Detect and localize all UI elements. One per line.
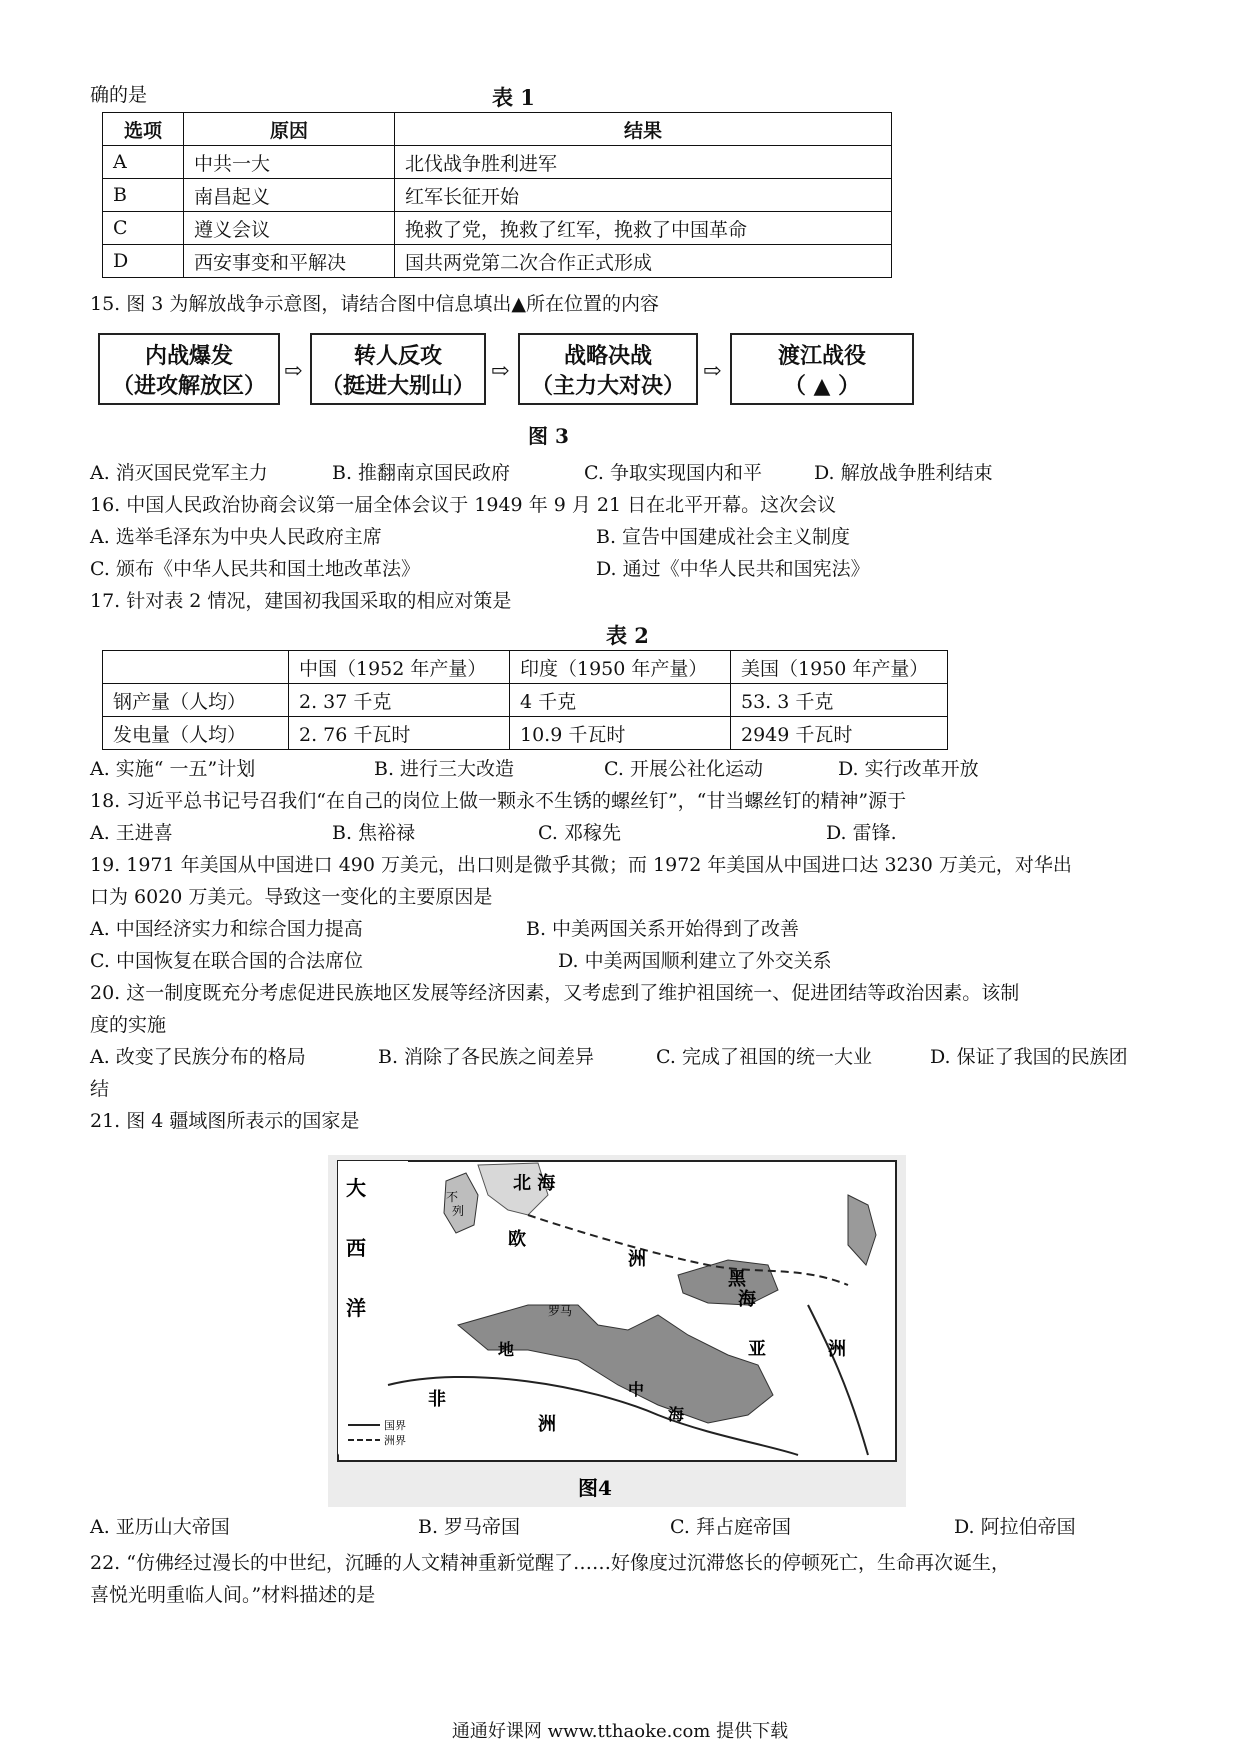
- label-africa-2: 洲: [538, 1414, 556, 1435]
- flow-box-decisive-battles: [518, 333, 698, 405]
- table-header-cell: 美国（1950 年产量）: [731, 651, 948, 684]
- q22-stem-line1: 22. “仿佛经过漫长的中世纪，沉睡的人文精神重新觉醒了……好像度过沉滞悠长的停顿死亡，生命再次诞生，: [90, 1552, 1010, 1574]
- table1-title: 表 1: [492, 85, 535, 110]
- label-atlantic-3: 洋: [346, 1296, 366, 1320]
- flow-box-sub: （进攻解放区）: [111, 373, 266, 399]
- label-black-sea-2: 海: [738, 1289, 756, 1310]
- q17-option-c[interactable]: C. 开展公社化运动: [604, 758, 763, 780]
- arrow-icon: ⇨: [491, 359, 510, 384]
- q21-option-d[interactable]: D. 阿拉伯帝国: [954, 1516, 1076, 1538]
- q20-option-b[interactable]: B. 消除了各民族之间差异: [378, 1046, 595, 1068]
- q19-option-a[interactable]: A. 中国经济实力和综合国力提高: [90, 918, 363, 940]
- legend-border-label: 国界: [384, 1419, 406, 1432]
- table-header-cell: 中国（1952 年产量）: [289, 651, 510, 684]
- table2-title: 表 2: [606, 623, 649, 648]
- flow-box-title: 战略决战: [563, 343, 652, 369]
- legend-continent-label: 洲界: [384, 1434, 406, 1447]
- table-cell: C: [103, 212, 184, 245]
- figure-3-flowchart: [98, 333, 928, 411]
- arrow-icon: ⇨: [703, 359, 722, 384]
- q16-stem: 16. 中国人民政治协商会议第一届全体会议于 1949 年 9 月 21 日在北平开幕。这次会议: [90, 494, 837, 516]
- table-cell: 10.9 千瓦时: [510, 717, 731, 750]
- table-cell: 发电量（人均）: [103, 717, 289, 750]
- q19-option-d[interactable]: D. 中美两国顺利建立了外交关系: [558, 950, 832, 972]
- table-header-row: [103, 113, 892, 146]
- table-row: [103, 245, 892, 278]
- label-europe-2: 洲: [628, 1249, 646, 1270]
- table1: [102, 112, 892, 278]
- table2: [102, 650, 948, 750]
- table-row: [103, 717, 948, 750]
- q17-stem: 17. 针对表 2 情况，建国初我国采取的相应对策是: [90, 590, 512, 612]
- figure-4-caption: 图4: [578, 1476, 612, 1500]
- q20-option-d-wrap: 结: [90, 1078, 110, 1100]
- table-cell: 挽救了党，挽救了红军，挽救了中国革命: [395, 212, 892, 245]
- q20-option-d[interactable]: D. 保证了我国的民族团: [930, 1046, 1128, 1068]
- flow-box-sub: （ ▲ ）: [783, 373, 861, 399]
- table-header-cell: [103, 651, 289, 684]
- q20-option-a[interactable]: A. 改变了民族分布的格局: [90, 1046, 306, 1068]
- map-frame: [338, 1161, 896, 1461]
- table-cell: A: [103, 146, 184, 179]
- q17-option-d[interactable]: D. 实行改革开放: [838, 758, 979, 780]
- page-footer: 通通好课网 www.tthaoke.com 提供下载: [451, 1721, 789, 1742]
- table-row: [103, 146, 892, 179]
- table-cell: 西安事变和平解决: [184, 245, 395, 278]
- table-cell: 4 千克: [510, 684, 731, 717]
- q15-option-c[interactable]: C. 争取实现国内和平: [584, 462, 762, 484]
- table-row: [103, 179, 892, 212]
- table-cell: 南昌起义: [184, 179, 395, 212]
- table-header-cell: 结果: [395, 113, 892, 146]
- q21-option-b[interactable]: B. 罗马帝国: [418, 1516, 521, 1538]
- flow-box-title: 内战爆发: [144, 343, 233, 369]
- table-cell: 中共一大: [184, 146, 395, 179]
- figure-4-map: [328, 1155, 906, 1507]
- q17-option-b[interactable]: B. 进行三大改造: [374, 758, 515, 780]
- q15-option-d[interactable]: D. 解放战争胜利结束: [814, 462, 993, 484]
- q18-option-a[interactable]: A. 王进喜: [90, 822, 173, 844]
- table-cell: 2949 千瓦时: [731, 717, 948, 750]
- table-header-cell: 原因: [184, 113, 395, 146]
- flow-box-civil-war: [98, 333, 280, 405]
- q15-option-b[interactable]: B. 推翻南京国民政府: [332, 462, 511, 484]
- q20-stem-line1: 20. 这一制度既充分考虑促进民族地区发展等经济因素，又考虑到了维护祖国统一、促进团结等政治因素。该制: [90, 982, 1020, 1004]
- q16-option-d[interactable]: D. 通过《中华人民共和国宪法》: [596, 558, 870, 580]
- q18-option-c[interactable]: C. 邓稼先: [538, 822, 621, 844]
- q18-option-d[interactable]: D. 雷锋.: [826, 822, 897, 844]
- q19-stem-line2: 口为 6020 万美元。导致这一变化的主要原因是: [90, 886, 493, 908]
- flow-box-title: 转人反攻: [353, 343, 442, 369]
- table-cell: 国共两党第二次合作正式形成: [395, 245, 892, 278]
- table-cell: 遵义会议: [184, 212, 395, 245]
- q14-tail: 确的是: [90, 84, 148, 106]
- table-cell: B: [103, 179, 184, 212]
- table-row: [103, 684, 948, 717]
- flow-box-counteroffensive: [310, 333, 486, 405]
- label-britain-2: 列: [452, 1204, 465, 1218]
- q19-option-b[interactable]: B. 中美两国关系开始得到了改善: [526, 918, 800, 940]
- arrow-icon: ⇨: [284, 359, 303, 384]
- table-cell: 53. 3 千克: [731, 684, 948, 717]
- q15-stem: 15. 图 3 为解放战争示意图，请结合图中信息填出▲所在位置的内容: [90, 293, 660, 315]
- table-cell: D: [103, 245, 184, 278]
- q16-option-c[interactable]: C. 颁布《中华人民共和国土地改革法》: [90, 558, 420, 580]
- q16-option-b[interactable]: B. 宣告中国建成社会主义制度: [596, 526, 851, 548]
- flow-box-sub: （挺进大别山）: [320, 373, 475, 399]
- q20-stem-line2: 度的实施: [90, 1014, 167, 1036]
- label-med-2: 中: [628, 1380, 645, 1399]
- label-rome: 罗马: [548, 1304, 573, 1318]
- q16-option-a[interactable]: A. 选举毛泽东为中央人民政府主席: [90, 526, 382, 548]
- table-header-cell: 印度（1950 年产量）: [510, 651, 731, 684]
- q19-stem-line1: 19. 1971 年美国从中国进口 490 万美元，出口则是微乎其微；而 1972 年美国从中国进口达 3230 万美元，对华出: [90, 854, 1072, 876]
- q20-option-c[interactable]: C. 完成了祖国的统一大业: [656, 1046, 872, 1068]
- table-cell: 2. 76 千瓦时: [289, 717, 510, 750]
- q18-stem: 18. 习近平总书记号召我们“在自己的岗位上做一颗永不生锈的螺丝钉”，“甘当螺丝钉的精神”源于: [90, 790, 907, 812]
- label-north-sea: 北 海: [513, 1173, 556, 1194]
- label-africa-1: 非: [428, 1389, 446, 1410]
- table-cell: 钢产量（人均）: [103, 684, 289, 717]
- q21-stem: 21. 图 4 疆域图所表示的国家是: [90, 1110, 360, 1132]
- q22-stem-line2: 喜悦光明重临人间。”材料描述的是: [90, 1584, 376, 1606]
- label-atlantic-1: 大: [346, 1176, 366, 1200]
- q21-option-a[interactable]: A. 亚历山大帝国: [90, 1516, 230, 1538]
- label-med-1: 地: [498, 1340, 515, 1359]
- figure-3-caption: 图 3: [528, 424, 569, 448]
- q17-option-a[interactable]: A. 实施“ 一五”计划: [90, 758, 256, 780]
- table-cell: 2. 37 千克: [289, 684, 510, 717]
- label-europe-1: 欧: [508, 1229, 526, 1250]
- flow-box-title: 渡江战役: [777, 343, 866, 369]
- label-asia-1: 亚: [748, 1339, 766, 1360]
- table-cell: 北伐战争胜利进军: [395, 146, 892, 179]
- label-black-sea-1: 黑: [728, 1269, 746, 1290]
- label-asia-2: 洲: [828, 1339, 846, 1360]
- table-header-cell: 选项: [103, 113, 184, 146]
- flow-box-sub: （主力大对决）: [530, 373, 685, 399]
- q18-option-b[interactable]: B. 焦裕禄: [332, 822, 416, 844]
- q21-option-c[interactable]: C. 拜占庭帝国: [670, 1516, 791, 1538]
- q19-option-c[interactable]: C. 中国恢复在联合国的合法席位: [90, 950, 363, 972]
- flow-box-river-crossing: [730, 333, 914, 405]
- label-britain-1: 不: [446, 1190, 459, 1204]
- table-header-row: [103, 651, 948, 684]
- q15-option-a[interactable]: A. 消灭国民党军主力: [90, 462, 268, 484]
- label-atlantic-2: 西: [346, 1236, 366, 1260]
- table-cell: 红军长征开始: [395, 179, 892, 212]
- table-row: [103, 212, 892, 245]
- label-med-3: 海: [668, 1405, 685, 1424]
